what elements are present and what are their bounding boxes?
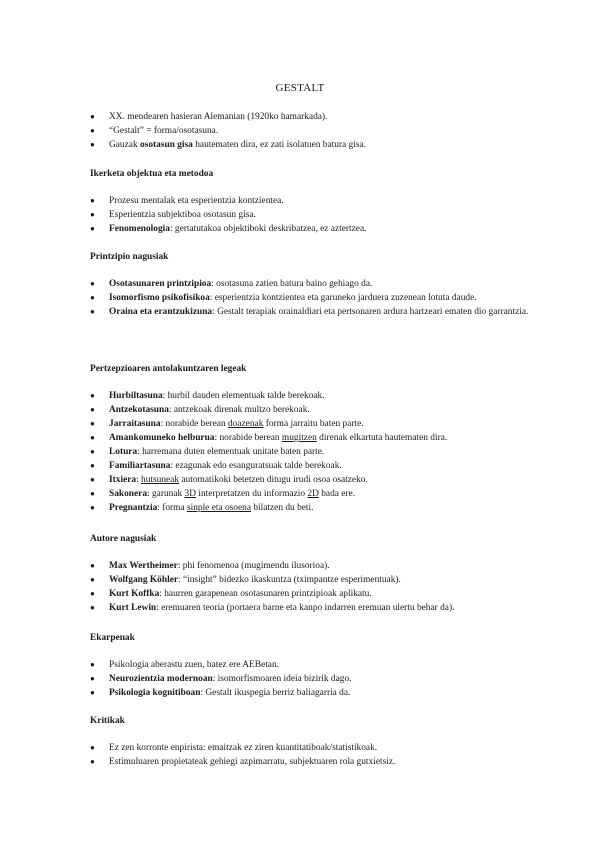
section-heading-autore: Autore nagusiak	[90, 534, 157, 544]
bullet-icon: ●	[90, 419, 95, 428]
bullet-icon: ●	[90, 743, 95, 752]
section-heading-ikerketa: Ikerketa objektua eta metodoa	[90, 169, 214, 179]
list-item: ● Isomorfismo psikofisikoa: esperientzia kontzientea eta garuneko jarduera zuzenean lotuta daude.	[90, 293, 477, 303]
list-item: ● Neurozientzia modernoan: isomorfismoaren ideia bizirik dago.	[90, 674, 352, 684]
list-item: ● Psikologia aberastu zuen, batez ere AEBetan.	[90, 660, 279, 670]
bullet-icon: ●	[90, 112, 95, 121]
list-item: ● Jarraitasuna: norabide berean doazenak forma jarraitu baten parte.	[90, 419, 364, 429]
bullet-icon: ●	[90, 674, 95, 683]
kritikak-list	[90, 741, 530, 769]
list-item: ● Osotasunaren printzipioa: osotasuna zatien batura baino gehiago da.	[90, 279, 373, 289]
list-item: ● Esperientzia subjektiboa osotasun gisa.	[90, 210, 256, 220]
list-item: ● Gauzak osotasun gisa hautematen dira, ez zati isolatuen batura gisa.	[90, 140, 366, 150]
printzipio-list	[90, 277, 530, 319]
bullet-icon: ●	[90, 224, 95, 233]
bullet-icon: ●	[90, 433, 95, 442]
list-item: ● Familiartasuna: ezagunak edo esanguratsuak talde berekoak.	[90, 461, 342, 471]
section-heading-printzipio: Printzipio nagusiak	[90, 252, 169, 262]
section-heading-pertzepzioa: Pertzepzioaren antolakuntzaren legeak	[90, 364, 247, 374]
list-item: ● Ez zen korronte enpirista: emaitzak ez ziren kuantitatiboak/statistikoak.	[90, 743, 378, 753]
list-item: ● Oraina eta erantzukizuna: Gestalt terapiak orainaldiari eta pertsonaren ardura hartzeari ematen dio garrantzia.	[90, 307, 529, 317]
list-item: ● Lotura: harremana duten elementuak unitate baten parte.	[90, 447, 325, 457]
intro-list	[90, 110, 530, 152]
bullet-icon: ●	[90, 660, 95, 669]
bullet-icon: ●	[90, 503, 95, 512]
bullet-icon: ●	[90, 461, 95, 470]
list-item: ● Itxiera: hutsuneak automatikoki betetzen ditugu irudi osoa osatzeko.	[90, 475, 368, 485]
bullet-icon: ●	[90, 293, 95, 302]
list-item: ● Prozesu mentalak eta esperientzia kontzientea.	[90, 196, 284, 206]
bullet-icon: ●	[90, 447, 95, 456]
bullet-icon: ●	[90, 757, 95, 766]
bullet-icon: ●	[90, 405, 95, 414]
autore-list	[90, 559, 530, 615]
bullet-icon: ●	[90, 603, 95, 612]
bullet-icon: ●	[90, 561, 95, 570]
list-item: ● Hurbiltasuna: hurbil dauden elementuak talde berekoak.	[90, 391, 325, 401]
list-item: ● Max Wertheimer: phi fenomenoa (mugimendu ilusorioa).	[90, 561, 330, 571]
bullet-icon: ●	[90, 126, 95, 135]
list-item: ● Amankomuneko helburua: norabide berean mugitzen direnak elkartuta hautematen dira.	[90, 433, 448, 443]
section-heading-kritikak: Kritikak	[90, 716, 125, 726]
list-item: ● Kurt Lewin: eremuaren teoria (portaera barne eta kanpo indarren eremuan ulertu behar da).	[90, 603, 455, 613]
bullet-icon: ●	[90, 307, 95, 316]
ikerketa-list	[90, 194, 530, 236]
bullet-icon: ●	[90, 279, 95, 288]
list-item: ● XX. mendearen hasieran Alemanian (1920ko hamarkada).	[90, 112, 328, 122]
bullet-icon: ●	[90, 575, 95, 584]
list-item: ● “Gestalt” = forma/osotasuna.	[90, 126, 219, 136]
ekarpenak-list	[90, 658, 530, 700]
list-item: ● Sakonera: garunak 3D interpretatzen du informazio 2D bada ere.	[90, 489, 356, 499]
list-item: ● Fenomenologia: gertatutakoa objektiboki deskribatzea, ez aztertzea.	[90, 224, 367, 234]
list-item: ● Psikologia kognitiboan: Gestalt ikuspegia berriz baliagarria da.	[90, 688, 351, 698]
page-title: GESTALT	[275, 82, 325, 94]
bullet-icon: ●	[90, 475, 95, 484]
bullet-icon: ●	[90, 210, 95, 219]
section-heading-ekarpenak: Ekarpenak	[90, 633, 135, 643]
bullet-icon: ●	[90, 688, 95, 697]
pertzepzioa-list	[90, 389, 530, 515]
bullet-icon: ●	[90, 589, 95, 598]
bullet-icon: ●	[90, 391, 95, 400]
list-item: ● Kurt Koffka: haurren garapenean osotasunaren printzipioak aplikatu.	[90, 589, 372, 599]
list-item: ● Antzekotasuna: antzekoak direnak multzo berekoak.	[90, 405, 310, 415]
bullet-icon: ●	[90, 489, 95, 498]
list-item: ● Wolfgang Köhler: “insight” bidezko ikaskuntza (tximpantze esperimentuak).	[90, 575, 401, 585]
list-item: ● Estimuluaren propietateak gehiegi azpimarratu, subjektuaren rola gutxietsiz.	[90, 757, 396, 767]
bullet-icon: ●	[90, 196, 95, 205]
bullet-icon: ●	[90, 140, 95, 149]
list-item: ● Pregnantzia: forma sinple eta osoena bilatzen du beti.	[90, 503, 314, 513]
